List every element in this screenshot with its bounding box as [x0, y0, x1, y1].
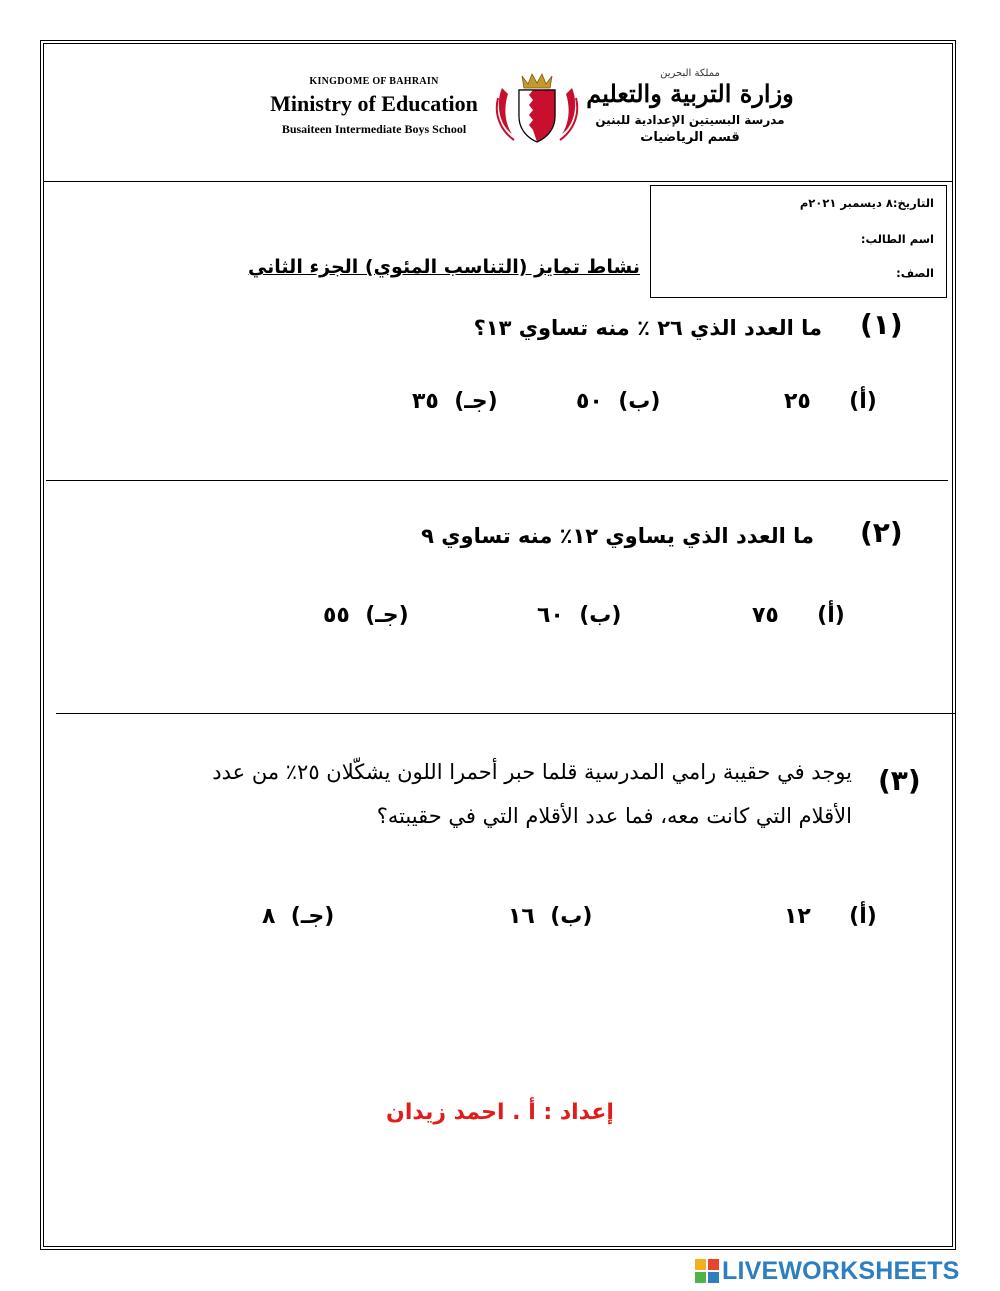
q2-option-c[interactable] [323, 603, 409, 628]
question-3-line-1: يوجد في حقيبة رامي المدرسية قلما حبر أحمرا اللون يشكّلان ٢٥٪ من عدد [212, 760, 852, 784]
ministry-en: Ministry of Education [270, 91, 478, 116]
question-2-number: (٢) [860, 516, 903, 549]
student-info-box [650, 185, 947, 298]
q2-option-c-label: (جـ) [365, 603, 409, 628]
department-ar: قسم الرياضيات [640, 130, 740, 146]
student-name-field[interactable]: اسم الطالب: [860, 232, 934, 246]
q1-option-b-label: (ب) [618, 389, 661, 414]
q2-option-c-value: ٥٥ [323, 603, 350, 628]
q1-option-a[interactable] [784, 389, 877, 414]
q3-option-b[interactable] [508, 904, 592, 929]
question-3-line-2: الأقلام التي كانت معه، فما عدد الأقلام التي في حقيبته؟ [376, 804, 852, 828]
school-en: Busaiteen Intermediate Boys School [281, 122, 467, 136]
q2-option-b[interactable] [537, 603, 621, 628]
q1-option-b-value: ٥٠ [576, 389, 603, 414]
q2-option-a[interactable] [752, 603, 845, 628]
kingdom-en: KINGDOME OF BAHRAIN [309, 76, 439, 87]
school-ar: مدرسة البسيتين الإعدادية للبنين [595, 113, 785, 128]
q3-option-a-label: (أ) [849, 904, 877, 929]
page-title: نشاط تمايز (التناسب المئوي) الجزء الثاني [247, 256, 640, 278]
q2-option-b-value: ٦٠ [537, 603, 564, 628]
class-field[interactable]: الصف: [896, 266, 934, 280]
q3-option-a[interactable] [784, 904, 877, 929]
liveworksheets-logo[interactable] [695, 1256, 960, 1286]
arabic-header [585, 68, 795, 145]
bahrain-emblem-icon [494, 68, 580, 148]
question-1-number: (١) [860, 308, 903, 341]
english-header [258, 76, 490, 137]
date-field: التاريخ:٨ ديسمبر ٢٠٢١م [799, 196, 934, 210]
q3-option-c-label: (جـ) [290, 904, 335, 929]
kingdom-ar: مملكة البحرين [660, 68, 720, 79]
question-1-text: ما العدد الذي ٢٦ ٪ منه تساوي ١٣؟ [473, 316, 822, 340]
watermark-text: LIVEWORKSHEETS [722, 1256, 960, 1285]
q1-option-c[interactable] [412, 389, 498, 414]
header-divider [43, 181, 953, 182]
q3-option-c-value: ٨ [262, 904, 276, 929]
q2-option-a-label: (أ) [817, 603, 845, 628]
q3-option-b-value: ١٦ [508, 904, 535, 929]
q1-option-a-label: (أ) [849, 389, 877, 414]
q2-option-b-label: (ب) [579, 603, 622, 628]
question-2-text: ما العدد الذي يساوي ١٢٪ منه تساوي ٩ [421, 524, 814, 548]
question-divider-1 [46, 480, 948, 481]
author-credit: إعداد : أ . احمد زيدان [386, 1100, 614, 1125]
ministry-ar: وزارة التربية والتعليم [586, 79, 794, 108]
question-3-number: (٣) [878, 764, 921, 797]
q1-option-b[interactable] [576, 389, 660, 414]
q3-option-b-label: (ب) [550, 904, 593, 929]
q3-option-a-value: ١٢ [784, 904, 811, 929]
q1-option-a-value: ٢٥ [784, 389, 811, 414]
q1-option-c-value: ٣٥ [412, 389, 439, 414]
q3-option-c[interactable] [262, 904, 334, 929]
question-divider-2 [56, 713, 956, 714]
question-3-text [110, 750, 852, 838]
liveworksheets-logo-icon [695, 1259, 719, 1283]
q1-option-c-label: (جـ) [454, 389, 498, 414]
q2-option-a-value: ٧٥ [752, 603, 779, 628]
